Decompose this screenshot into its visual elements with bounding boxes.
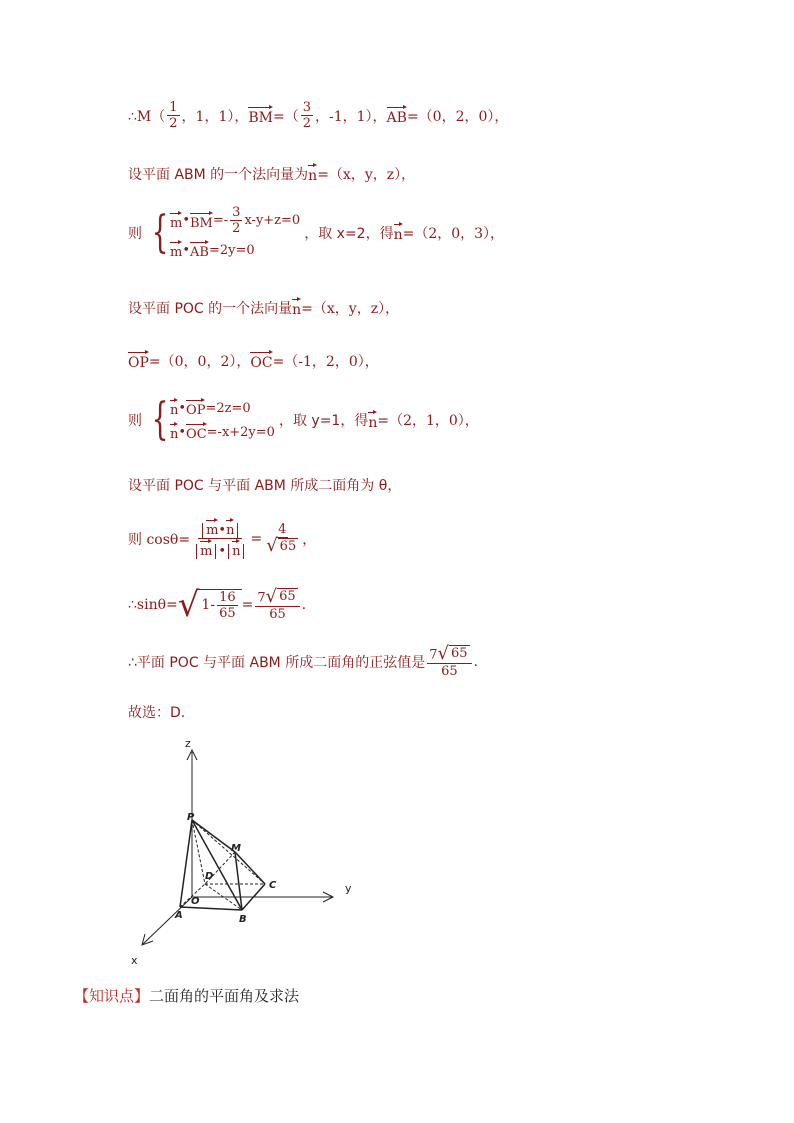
fraction-three-halves: $\frac{3}{2}$: [302, 100, 311, 131]
line-system-abm: 则 { m • BM =- $\frac{3}{2}$ x-y+z=0 m • AB =2y=0 ，取 x=2，得 n =（2，0，3），: [128, 205, 505, 260]
label-D: D: [205, 871, 214, 882]
knowledge-text: 二面角的平面角及求法: [149, 987, 300, 1005]
vector-bm: BM: [248, 105, 273, 126]
label-x: x: [131, 954, 138, 967]
label-O: O: [191, 896, 200, 907]
label-C: C: [269, 880, 277, 891]
line-vectors-op-oc: OP =（0，0，2）， OC =（-1，2，0），: [128, 350, 379, 371]
label-y: y: [345, 882, 352, 895]
fraction-cos: $\frac{m•n}{m • n}$: [192, 518, 248, 559]
vector-n: n: [308, 163, 317, 184]
fraction-4-root65: 4 √ 65: [266, 521, 297, 557]
line-normal-poc: 设平面 POC 的一个法向量 n =（x，y，z），: [128, 297, 399, 318]
label-z: z: [185, 737, 191, 750]
pyramid-figure: [125, 732, 385, 972]
label-B: B: [239, 914, 247, 925]
line-sin: ∴sinθ= √ 1- $\frac{16}{65}$ = 7 √ 65 65 .: [128, 585, 307, 625]
x-axis: [143, 897, 192, 944]
knowledge-tag: 【知识点】: [74, 987, 150, 1005]
equation-system: { n • OP =2z=0 n • OC =-x+2y=0: [151, 394, 275, 445]
vector-ab: AB: [387, 105, 407, 126]
fraction-sin-value: 7 √ 65 65: [255, 588, 299, 622]
line-system-poc: 则 { n • OP =2z=0 n • OC =-x+2y=0 ，取 y=1，得 n =（2，1，0），: [128, 394, 479, 445]
knowledge-point: [74, 985, 299, 1006]
line-angle-def: 设平面 POC 与平面 ABM 所成二面角为 θ，: [128, 478, 402, 494]
fraction-half: $\frac{1}{2}$: [169, 100, 178, 131]
line-conclusion: ∴平面 POC 与平面 ABM 所成二面角的正弦值是 7 √ 65 65 .: [128, 642, 478, 679]
line-point-m: ∴M（ $\frac{1}{2}$ ，1，1）， BM =（ $\frac{3}{2}$ ，-1，1）， AB =（0，2，0），: [128, 100, 509, 131]
fraction-answer: 7 √ 65 65: [427, 645, 471, 679]
equation-system: { m • BM =- $\frac{3}{2}$ x-y+z=0 m • AB =2y=0: [151, 205, 301, 260]
line-normal-abm: 设平面 ABM 的一个法向量为 n =（x，y，z），: [128, 163, 415, 184]
label-P: P: [187, 812, 195, 823]
label-A: A: [175, 910, 183, 921]
line-answer: 故选：D.: [128, 705, 186, 721]
line-cos: 则 cosθ= $\frac{m•n}{m • n}$ = 4 √ 65 ，: [128, 518, 316, 559]
label-M: M: [231, 843, 241, 854]
